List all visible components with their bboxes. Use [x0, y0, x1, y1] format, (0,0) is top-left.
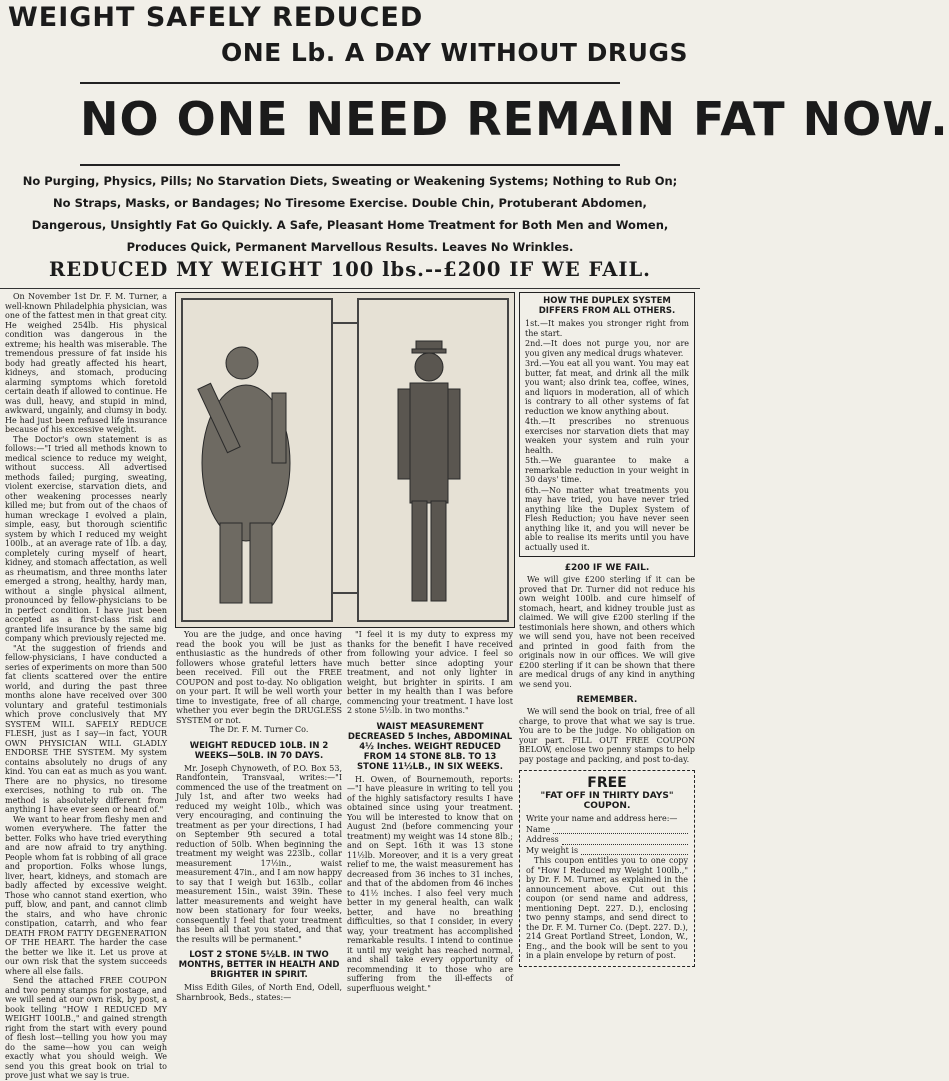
- article-paragraph: On November 1st Dr. F. M. Turner, a well-known Philadelphia physician, was one of the fattest men in that great city. He weighed 254lb. His physical condition was dangerous in the extreme; his health was miserable. The tremendous pressure of fat inside his body had greatly affected his heart, kidneys, and stomach, producing alarming symptoms which foretold certain death if allowed to continue. He was dull, heavy, and stupid in mind, awkward, ungainly, and clumsy in body. He had just been refused life insurance because of his excessive weight.: [5, 292, 167, 434]
- guarantee-heading: £200 IF WE FAIL.: [564, 563, 650, 573]
- testimonial-heading: LOST 2 STONE 5½LB. IN TWO MONTHS, BETTER IN HEALTH AND BRIGHTER IN SPIRIT.: [178, 950, 340, 980]
- list-item: 5th.—We guarantee to make a remarkable reduction in your weight in 30 days' time.: [525, 456, 689, 484]
- guarantee-text: We will give £200 sterling if it can be proved that Dr. Turner did not reduce his own weight 100lb. and cure himself of stomach, heart, and kidney trouble just as claimed. We will give £200 sterling if the testimonials here shown, and others which we will send you, have not been received and printed in good faith from the originals now in our offices. We will give £200 sterling if it can be shown that there are medical drugs of any kind in anything we send you.: [519, 575, 695, 689]
- coupon-weight-row: [526, 846, 688, 856]
- remember-text: We will send the book on trial, free of all charge, to prove that what we say is true. You are to be the judge. No obligation on your part. FILL OUT FREE COUPON BELOW, enclose two penny stamps to help pay postage and packing, and post to-day.: [519, 707, 695, 764]
- coupon-instruction: Write your name and address here:—: [526, 814, 678, 823]
- before-after-illustration: [175, 292, 515, 628]
- coupon-weight-field[interactable]: [581, 846, 688, 856]
- testimonial-text: H. Owen, of Bournemouth, reports:—"I have pleasure in writing to tell you of the highly satisfactory results I have obtained since using your treatment. You will be interested to know that on August 2nd (before commencing your treatment) my weight was 14 stone 8lb.; and on Sept. 16th it was 13 stone 11½lb. Moreover, and it is a very great relief to me, the waist measurement has decreased from 36 inches to 31 inches, and that of the abdomen from 46 inches to 41½ inches. I also feel very much better in my general health, can walk better, and have no breathing difficulties, so that I consider, in every way, your treatment has accomplished remarkable results. I intend to continue it until my weight has reached normal, and shall take every opportunity of recommending it to those who are suffering from the ill-effects of superfluous weight.": [347, 774, 513, 993]
- duplex-system-box: [519, 292, 695, 557]
- article-paragraph: The Doctor's own statement is as follows:—"I tried all methods known to medical science to reduce my weight, without success. All advertised methods failed; purging, sweating, violent exercise, starvation diets, and other weakening processes nearly killed me; but from out of the chaos of human wreckage I evolved a plain, simple, easy, but thorough scientific system by which I reduced my weight 100lb., at an average rate of 1lb. a day, completely curing myself of heart, kidney, and stomach affectation, as well as rheumatism, and three months later emerged a strong, healthy, hardy man, without a single physical ailment, pronounced by fellow-physicians to be in perfect condition. I have just been accepted as a first-class risk and granted life insurance by the same big company which previously rejected me.: [5, 434, 167, 643]
- article-paragraph: We want to hear from fleshy men and women everywhere. The fatter the better. Folks who have tried everything and are now afraid to try anything. People whom fat is robbing of all grace and proportion. Folks whose lungs, liver, heart, kidneys, and stomach are badly affected by excessive weight. Those who cannot stand exertion, who puff, blow, and pant, and cannot climb the stairs, and who have chronic constipation, catarrh, and who fear DEATH FROM FATTY DEGENERATION OF THE HEART. The harder the case the better we like it. Let us prove at our own risk that the system succeeds where all else fails.: [5, 814, 167, 976]
- left-column: [5, 292, 167, 1080]
- headline-main-text: NO ONE NEED REMAIN FAT NOW.: [80, 92, 949, 147]
- testimonial-text: Miss Edith Giles, of North End, Odell, Sharnbrook, Beds., states:—: [176, 983, 342, 1002]
- coupon-body: This coupon entitles you to one copy of "How I Reduced my Weight 100lb.," by Dr. F. M. Turner, as explained in the announcement above. Cut out this coupon (or send name and address, mentioning Dept. 227. D.), enclosing two penny stamps, and send direct to the Dr. F. M. Turner Co. (Dept. 227. D.), 214 Great Portland Street, London, W., Eng., and the book will be sent to you in a plain envelope by return of post.: [526, 856, 688, 960]
- guarantee-subhead: REDUCED MY WEIGHT 100 lbs.--£200 IF WE FAIL.: [49, 258, 651, 281]
- coupon-title: FREE: [587, 775, 627, 791]
- coupon-name-label: Name: [526, 824, 551, 834]
- article-paragraph: "At the suggestion of friends and fellow-physicians, I have conducted a series of experiments on more than 500 fat clients scattered over the entire world, and during the past three months alone have received over 300 voluntary and grateful testimonials which prove conclusively that MY SYSTEM WILL SAFELY REDUCE FLESH, just as I say—in fact, YOUR OWN PHYSICIAN WILL GLADLY ENDORSE THE SYSTEM. My system contains absolutely no drugs of any kind. You can eat as much as you want. There are no physics, no tiresome exercises, nothing to rub on. The method is absolutely different from anything I have ever seen or heard of.": [5, 643, 167, 814]
- article-paragraph: Send the attached FREE COUPON and two penny stamps for postage, and we will send at our own risk, by post, a book telling "HOW I REDUCED MY WEIGHT 100LB.," and gained strength right from the start with every pound of flesh lost—telling you how you may do the same—how you can weigh exactly what you should weigh. We send you this great book on trial to prove just what we say is true.: [5, 976, 167, 1080]
- headline-line-2: ONE Lb. A DAY WITHOUT DRUGS: [220, 38, 688, 67]
- free-coupon[interactable]: [519, 770, 695, 967]
- section-divider: [0, 288, 700, 289]
- headline-line-1: WEIGHT SAFELY REDUCED: [8, 2, 424, 33]
- testimonial-text: Mr. Joseph Chynoweth, of P.O. Box 53, Randfontein, Transvaal, writes:—"I commenced the use of the treatment on July 1st, and after two weeks had reduced my weight 10lb., which was very encouraging, and continuing the treatment as per your directions, I had on September 9th secured a total reduction of 50lb. When beginning the treatment my weight was 223lb., collar measurement 17½in., waist measurement 47in., and I am now happy to say that I weigh but 163lb., collar measurement 15in., waist 39in. These latter measurements and weight have now been stationary for four weeks, consequently I feel that your treatment has been all that you stated, and that the results will be permanent.": [176, 763, 342, 944]
- list-item: 1st.—It makes you stronger right from the start.: [525, 319, 689, 338]
- coupon-name-row: [526, 825, 688, 835]
- middle-left-column: [176, 630, 342, 1002]
- before-after-drawing: [176, 293, 514, 627]
- headline-rule-bottom: [80, 164, 620, 166]
- testimonial-heading: WAIST MEASUREMENT DECREASED 5 Inches, ABDOMINAL 4½ Inches. WEIGHT REDUCED FROM 14 STONE 8LB. TO 13 STONE 11½LB., IN SIX WEEKS.: [347, 721, 513, 772]
- company-signature: The Dr. F. M. Turner Co.: [209, 725, 309, 734]
- list-item: 4th.—It prescribes no strenuous exercises nor starvation diets that may weaken your system and ruin your health.: [525, 417, 689, 455]
- coupon-address-field[interactable]: [562, 835, 688, 845]
- list-item: 6th.—No matter what treatments you may have tried, you have never tried anything like the Duplex System of Flesh Reduction; you have never seen anything like it, and you will never be able to realise its merits until you have actually used it.: [525, 485, 689, 552]
- list-item: 2nd.—It does not purge you, nor are you given any medical drugs whatever.: [525, 339, 689, 358]
- coupon-subtitle: "FAT OFF IN THIRTY DAYS" COUPON.: [540, 791, 674, 811]
- coupon-weight-label: My weight is: [526, 845, 579, 855]
- coupon-address-label: Address: [526, 835, 559, 844]
- article-paragraph: You are the judge, and once having read the book you will be just as enthusiastic as the hundreds of other followers whose grateful letters have been received. Fill out the FREE COUPON and post to-day. No obligation on your part. It will be well worth your time to investigate, free of all charge, whether you ever begin the DRUGLESS SYSTEM or not.: [176, 630, 342, 725]
- remember-heading: REMEMBER.: [576, 695, 638, 705]
- testimonial-heading: WEIGHT REDUCED 10LB. IN 2 WEEKS—50LB. IN 70 DAYS.: [189, 740, 329, 761]
- coupon-name-field[interactable]: [553, 825, 688, 835]
- list-item: 3rd.—You eat all you want. You may eat butter, fat meat, and drink all the milk you want; also drink tea, coffee, wines, and liquors in moderation, all of which is contrary to all other systems of fat reduction we know anything about.: [525, 359, 689, 416]
- duplex-box-title: HOW THE DUPLEX SYSTEM DIFFERS FROM ALL OTHERS.: [538, 296, 676, 316]
- coupon-address-row: [526, 835, 688, 845]
- subheading-bar: No Purging, Physics, Pills; No Starvation Diets, Sweating or Weakening Systems; Nothing to Rub On; No Straps, Masks, or Bandages; No Tiresome Exercise. Double Chin, Protuberant Abdomen, Dangerous, Unsightly Fat Go Quickly. A Safe, Pleasant Home Treatment for Both Men and Women, Produces Quick, Permanent Marvellous Results. Leaves No Wrinkles.: [22, 174, 678, 254]
- right-column: [519, 292, 695, 970]
- middle-right-column: [347, 630, 513, 993]
- testimonial-text: "I feel it is my duty to express my thanks for the benefit I have received from following your advice. I feel so much better since adopting your treatment, and not only lighter in weight, but brighter in spirits. I am better in my health than I was before commencing your treatment. I have lost 2 stone 5½lb. in two months.": [347, 630, 513, 715]
